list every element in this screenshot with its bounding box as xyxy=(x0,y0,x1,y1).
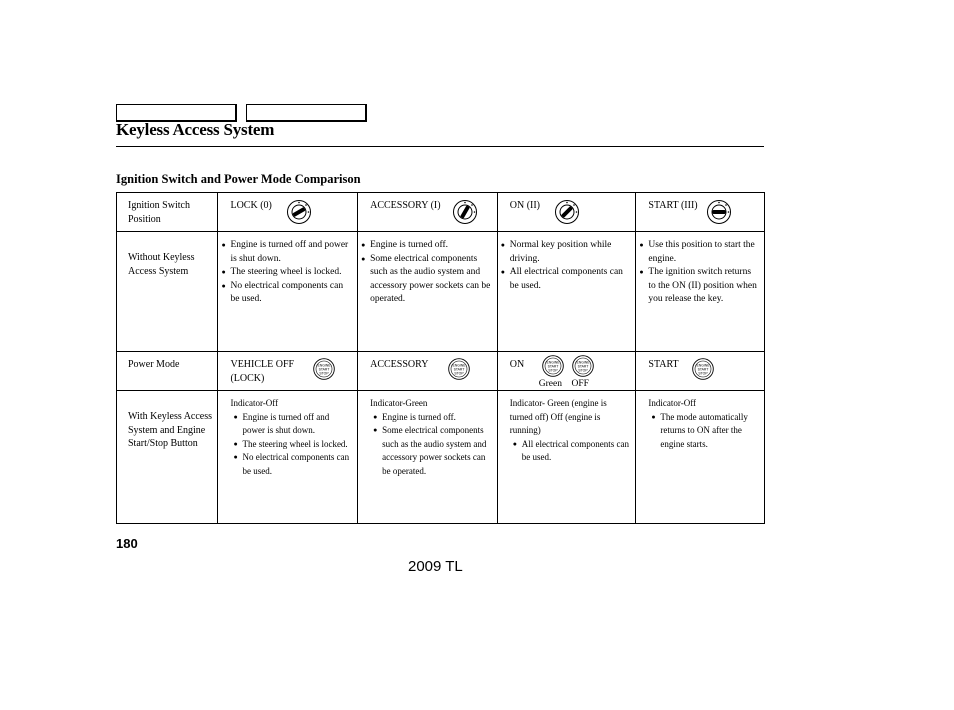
list-item: ● All electrical components can be used. xyxy=(510,438,632,465)
desc-power-on xyxy=(497,391,636,524)
svg-text:ENGINE: ENGINE xyxy=(546,360,560,365)
desc-accessory xyxy=(358,232,498,352)
table-row xyxy=(117,193,765,232)
svg-text:STOP: STOP xyxy=(319,371,330,376)
accessory-label: ACCESSORY (I) xyxy=(370,200,441,211)
indicator-label: Indicator- Green (engine is turned off) Off (engine is running) xyxy=(509,398,607,435)
engine-start-stop-icon xyxy=(692,358,714,380)
list-item: ● The ignition switch returns to the ON (II) position when you release the key. xyxy=(636,266,760,307)
page-number: 180 xyxy=(116,536,138,551)
list-item: ● Some electrical components such as the audio system and accessory power sockets can be operated. xyxy=(370,424,493,478)
cell-power-on xyxy=(497,352,636,391)
indicator-label: Indicator-Off xyxy=(230,398,279,408)
list-item: ● The mode automatically returns to ON after the engine starts. xyxy=(648,411,760,452)
list-item: ● Engine is turned off. xyxy=(370,411,493,425)
svg-text:STOP: STOP xyxy=(578,368,588,373)
comparison-table xyxy=(116,192,765,524)
cell-on xyxy=(497,193,636,232)
power-start-label: START xyxy=(648,359,679,370)
svg-text:START: START xyxy=(453,367,465,372)
engine-start-stop-off-icon xyxy=(572,355,594,377)
power-on-label: ON xyxy=(509,359,525,370)
list-item: ● Engine is turned off and power is shut down. xyxy=(218,239,353,266)
list-item: ● All electrical components can be used. xyxy=(498,266,632,293)
engine-start-stop-green-icon xyxy=(542,355,564,377)
ignition-start-icon xyxy=(706,199,732,225)
desc-vehicle-off xyxy=(218,391,358,524)
on-indicator-labels xyxy=(539,378,589,392)
list-item: ● The steering wheel is locked. xyxy=(230,438,353,452)
on-label: ON (II) xyxy=(509,200,541,211)
svg-text:START: START xyxy=(319,367,330,372)
list-item: ● No electrical components can be used. xyxy=(218,280,353,307)
svg-text:START: START xyxy=(697,367,709,372)
list-item: ● Normal key position while driving. xyxy=(498,239,632,266)
svg-text:START: START xyxy=(547,364,559,369)
lock-label: LOCK (0) xyxy=(230,200,272,211)
row-label-without-keyless: Without Keyless Access System xyxy=(117,232,218,352)
desc-power-start xyxy=(636,391,765,524)
desc-on xyxy=(497,232,636,352)
ignition-accessory-icon xyxy=(452,199,478,225)
cell-accessory xyxy=(358,193,498,232)
start-label: START (III) xyxy=(648,200,698,211)
desc-lock xyxy=(218,232,358,352)
list-item: ● Some electrical components such as the audio system and accessory power sockets can be operated. xyxy=(358,253,493,307)
list-item: ● Engine is turned off. xyxy=(358,239,493,253)
list-item: ● The steering wheel is locked. xyxy=(218,266,353,280)
table-row xyxy=(117,352,765,391)
vehicle-off-label: VEHICLE OFF (LOCK) xyxy=(230,359,295,384)
cell-power-accessory xyxy=(358,352,498,391)
svg-text:STOP: STOP xyxy=(454,371,464,376)
cell-vehicle-off xyxy=(218,352,358,391)
page-title: Keyless Access System xyxy=(116,120,275,139)
ignition-on-icon xyxy=(554,199,580,225)
svg-text:START: START xyxy=(577,364,589,369)
off-label: OFF xyxy=(571,379,589,389)
svg-text:ENGINE: ENGINE xyxy=(452,363,466,368)
title-rule xyxy=(116,146,764,147)
green-label: Green xyxy=(538,379,562,389)
svg-text:STOP: STOP xyxy=(698,371,708,376)
section-heading: Ignition Switch and Power Mode Comparison xyxy=(116,172,361,186)
engine-start-stop-icon xyxy=(313,358,335,380)
ignition-lock-icon xyxy=(286,199,312,225)
svg-text:ENGINE: ENGINE xyxy=(696,363,710,368)
engine-start-stop-icon xyxy=(448,358,470,380)
indicator-label: Indicator-Green xyxy=(370,398,428,408)
power-accessory-label: ACCESSORY xyxy=(370,359,429,370)
cell-lock xyxy=(218,193,358,232)
row-label-ignition: Ignition Switch Position xyxy=(117,193,218,232)
table-row xyxy=(117,232,765,352)
desc-power-accessory xyxy=(358,391,498,524)
cell-power-start xyxy=(636,352,765,391)
indicator-label: Indicator-Off xyxy=(648,398,697,408)
cell-start xyxy=(636,193,765,232)
table-row xyxy=(117,391,765,524)
svg-text:STOP: STOP xyxy=(548,368,558,373)
row-label-power-mode: Power Mode xyxy=(117,352,218,391)
list-item: ● No electrical components can be used. xyxy=(230,451,353,478)
list-item: ● Engine is turned off and power is shut down. xyxy=(230,411,353,438)
svg-text:ENGINE: ENGINE xyxy=(576,360,590,365)
list-item: ● Use this position to start the engine. xyxy=(636,239,760,266)
svg-text:ENGINE: ENGINE xyxy=(317,363,331,368)
footer-model: 2009 TL xyxy=(408,558,463,575)
row-label-with-keyless: With Keyless Access System and Engine Start/Stop Button xyxy=(117,391,218,524)
desc-start xyxy=(636,232,765,352)
